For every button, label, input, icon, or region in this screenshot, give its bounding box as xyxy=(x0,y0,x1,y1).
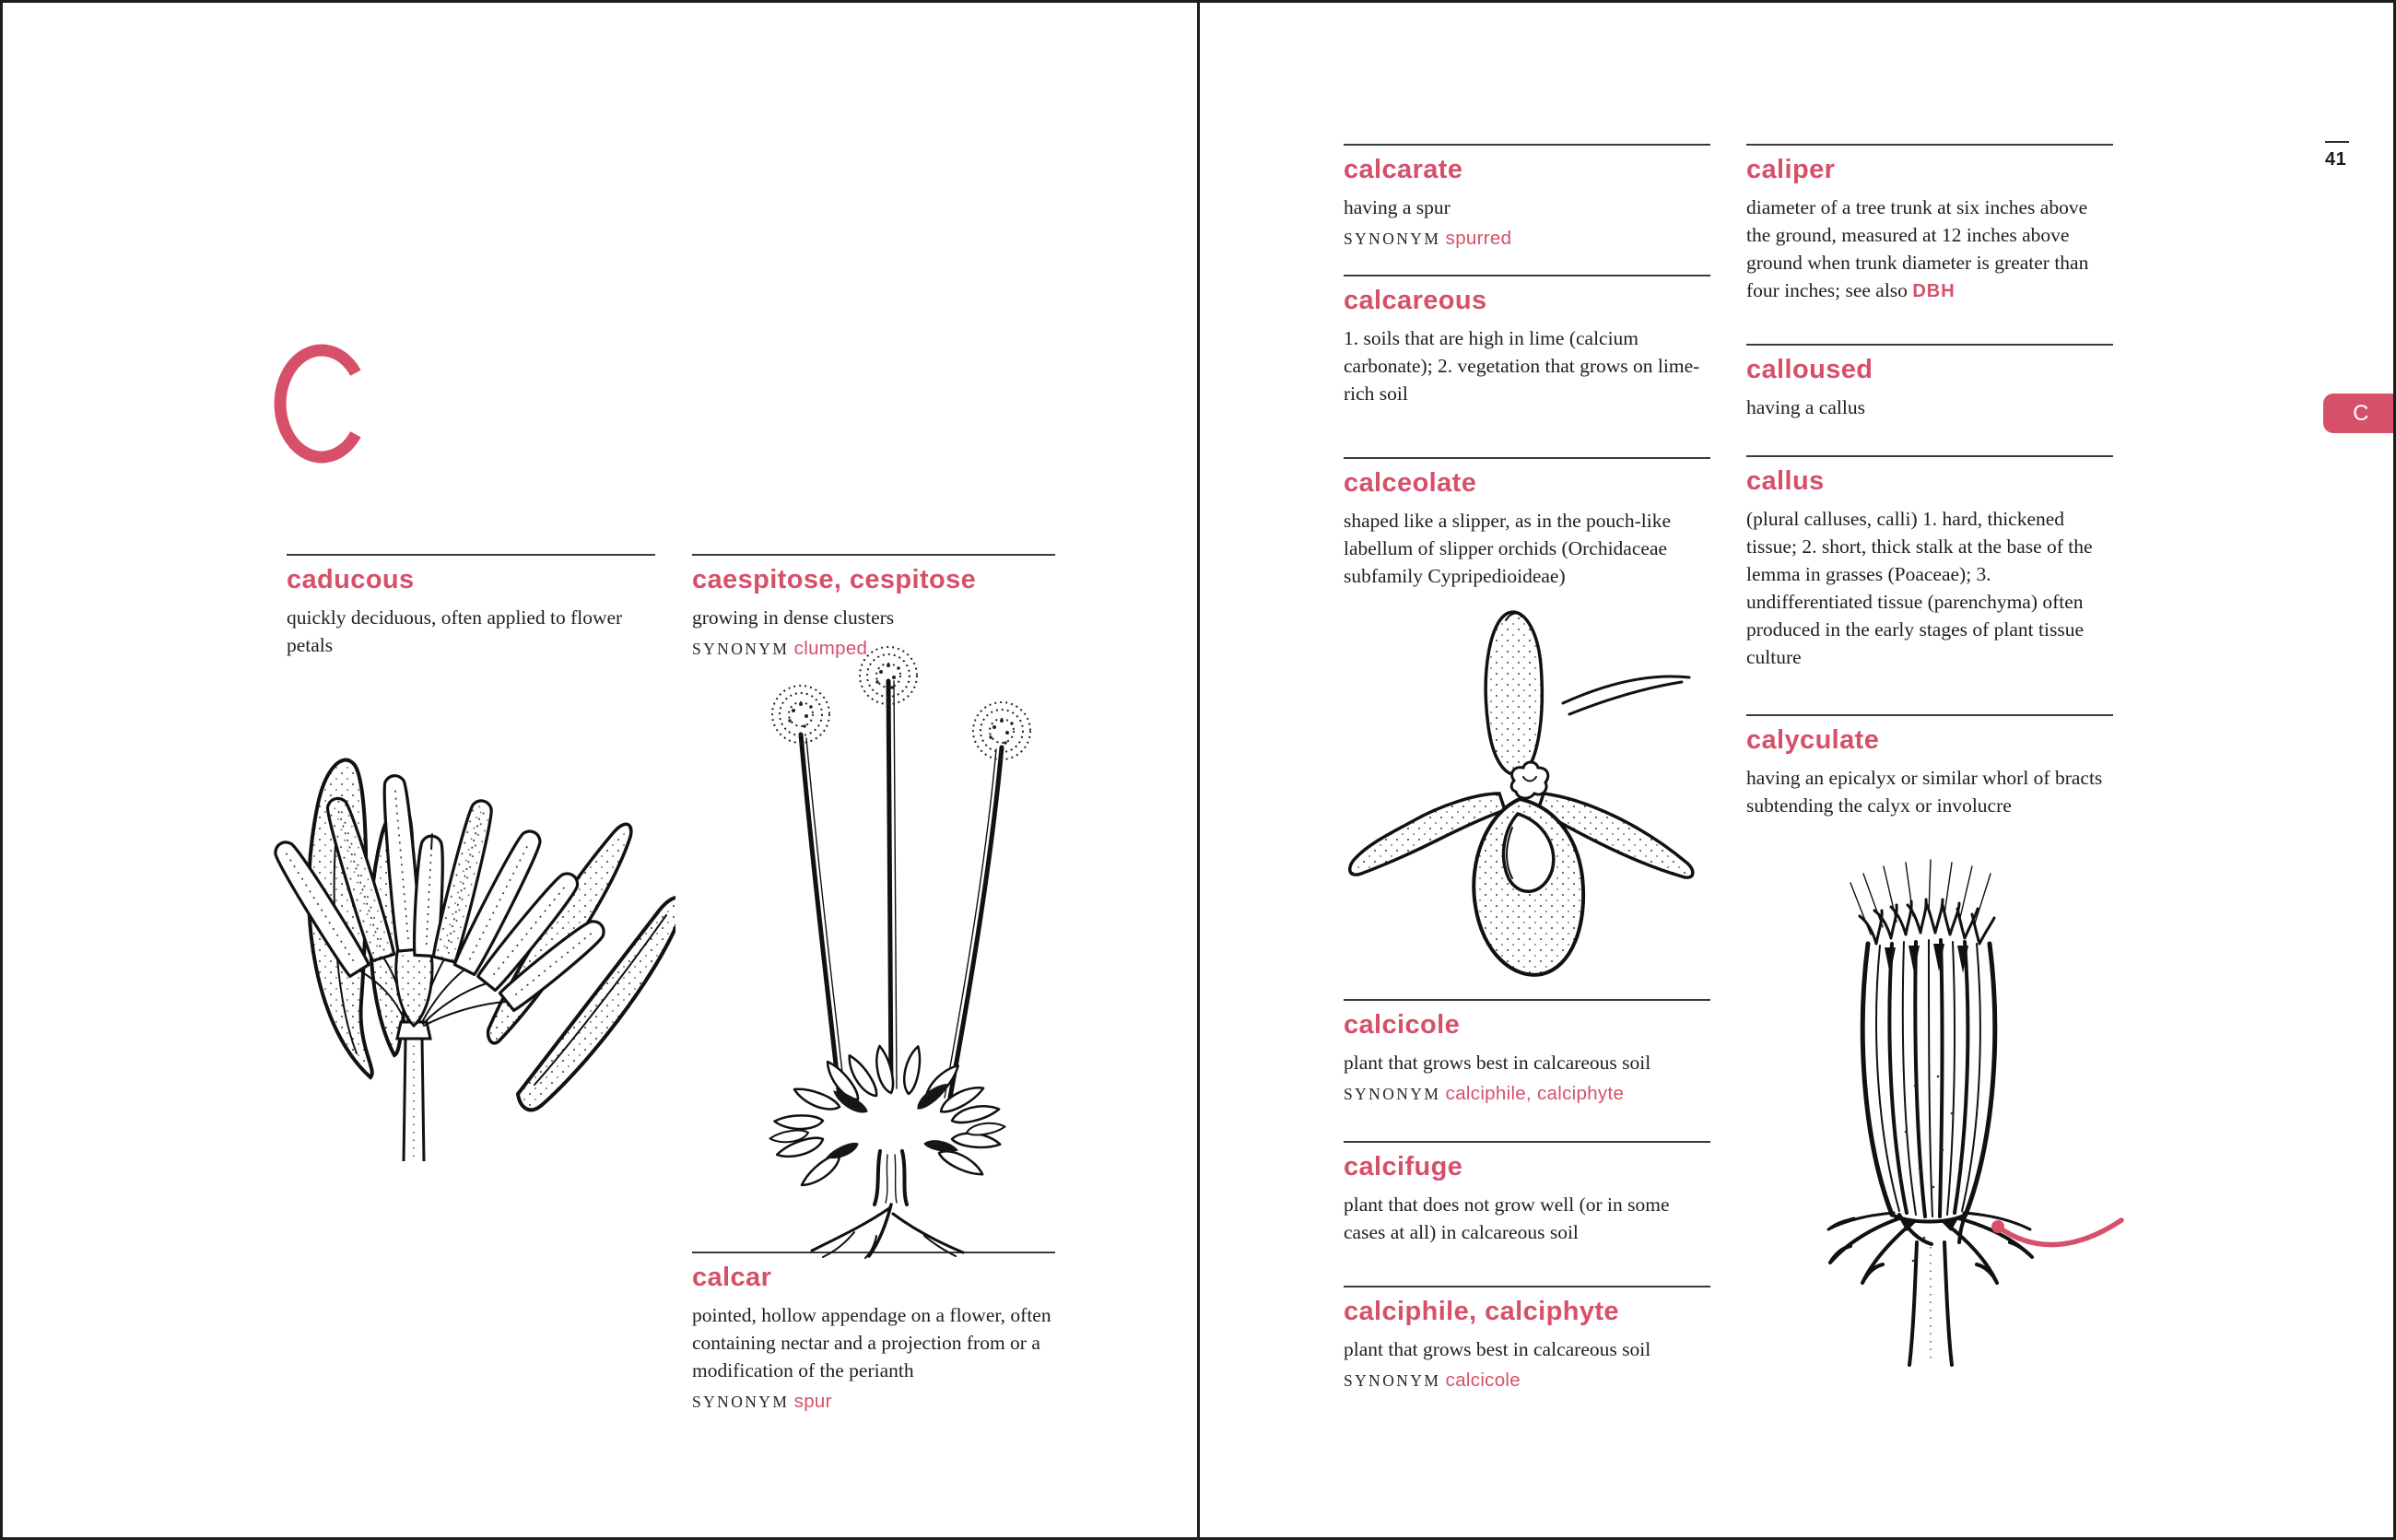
entry-calyculate xyxy=(1746,714,2113,819)
entry-term: caliper xyxy=(1746,155,1836,184)
calceolate-illustration xyxy=(1328,593,1715,989)
chapter-letter xyxy=(274,338,381,474)
entry-calcar xyxy=(692,1252,1055,1416)
synonym-value: calcicole xyxy=(1445,1370,1521,1392)
page-number-rule xyxy=(2325,141,2349,143)
synonym-row xyxy=(1344,224,1710,253)
entry-term: calciphile, calciphyte xyxy=(1344,1297,1619,1326)
entry-calloused xyxy=(1746,344,2113,421)
entry-term: callus xyxy=(1746,466,1825,496)
entry-definition: plant that does not grow well (or in some cases at all) in calcareous soil xyxy=(1344,1193,1670,1244)
entry-definition: (plural calluses, calli) 1. hard, thickened tissue; 2. short, thick stalk at the base of the lemma in grasses (Poaceae); 3. undifferentiated tissue (parenchyma) often produced in the early stages of plant tissue culture xyxy=(1746,508,2093,669)
entry-definition: 1. soils that are high in lime (calcium carbonate); 2. vegetation that grows on lime-rich soil xyxy=(1344,327,1700,406)
entry-term: calcar xyxy=(692,1263,772,1292)
entry-calcifuge xyxy=(1344,1141,1710,1246)
synonym-label: SYNONYM xyxy=(692,640,790,659)
synonym-value: spurred xyxy=(1445,228,1512,250)
entry-definition: having an epicalyx or similar whorl of bracts subtending the calyx or involucre xyxy=(1746,767,2103,817)
entry-definition: having a spur xyxy=(1344,196,1451,219)
entry-definition: having a callus xyxy=(1746,396,1865,419)
page-number-block xyxy=(2325,141,2349,170)
chapter-tab-letter: C xyxy=(2353,400,2369,426)
entry-term: calcicole xyxy=(1344,1010,1461,1040)
definition-text: diameter of a tree trunk at six inches above the ground, measured at 12 inches above ground when trunk diameter is greater than four inches; see also xyxy=(1746,196,2089,302)
synonym-label: SYNONYM xyxy=(692,1393,790,1412)
entry-term: calcareous xyxy=(1344,286,1487,315)
synonym-row xyxy=(692,1387,1055,1416)
entry-term: calcarate xyxy=(1344,155,1463,184)
synonym-value: spur xyxy=(793,1391,832,1413)
entry-term: caespitose, cespitose xyxy=(692,565,977,594)
entry-calceolate xyxy=(1344,457,1710,590)
synonym-label: SYNONYM xyxy=(1344,1085,1441,1104)
entry-definition: pointed, hollow appendage on a flower, often containing nectar and a projection from or a modification of the perianth xyxy=(692,1304,1051,1382)
synonym-label: SYNONYM xyxy=(1344,1371,1441,1391)
entry-definition: growing in dense clusters xyxy=(692,606,895,629)
entry-definition: plant that grows best in calcareous soil xyxy=(1344,1338,1651,1361)
entry-definition: quickly deciduous, often applied to flower petals xyxy=(287,606,623,657)
entry-definition: shaped like a slipper, as in the pouch-like labellum of slipper orchids (Orchidaceae subfamily Cypripedioideae) xyxy=(1344,510,1671,588)
entry-definition xyxy=(1746,194,2113,305)
synonym-row xyxy=(1344,1079,1710,1108)
caducous-illustration xyxy=(173,659,675,1161)
entry-caliper xyxy=(1746,144,2113,305)
entry-term: calloused xyxy=(1746,355,1873,384)
entry-callus xyxy=(1746,455,2113,671)
synonym-label: SYNONYM xyxy=(1344,229,1441,249)
synonym-row xyxy=(1344,1366,1710,1394)
chapter-tab xyxy=(2323,394,2396,433)
calyculate-illustration xyxy=(1804,855,2191,1367)
synonym-value: clumped xyxy=(793,638,868,660)
entry-calcareous xyxy=(1344,275,1710,407)
entry-calcicole xyxy=(1344,999,1710,1108)
entry-term: calyculate xyxy=(1746,725,1880,755)
page-spine-divider xyxy=(1197,3,1200,1537)
entry-term: calceolate xyxy=(1344,468,1477,498)
entry-calciphile xyxy=(1344,1286,1710,1394)
entry-caducous xyxy=(287,554,655,659)
entry-calcarate xyxy=(1344,144,1710,253)
caespitose-illustration xyxy=(720,646,1063,1259)
see-also-link: DBH xyxy=(1912,281,1956,302)
synonym-value: calciphile, calciphyte xyxy=(1445,1083,1625,1105)
entry-term: caducous xyxy=(287,565,415,594)
page-number: 41 xyxy=(2325,149,2347,170)
entry-term: calcifuge xyxy=(1344,1152,1463,1181)
entry-definition: plant that grows best in calcareous soil xyxy=(1344,1052,1651,1075)
chapter-letter-c-glyph xyxy=(274,338,381,469)
